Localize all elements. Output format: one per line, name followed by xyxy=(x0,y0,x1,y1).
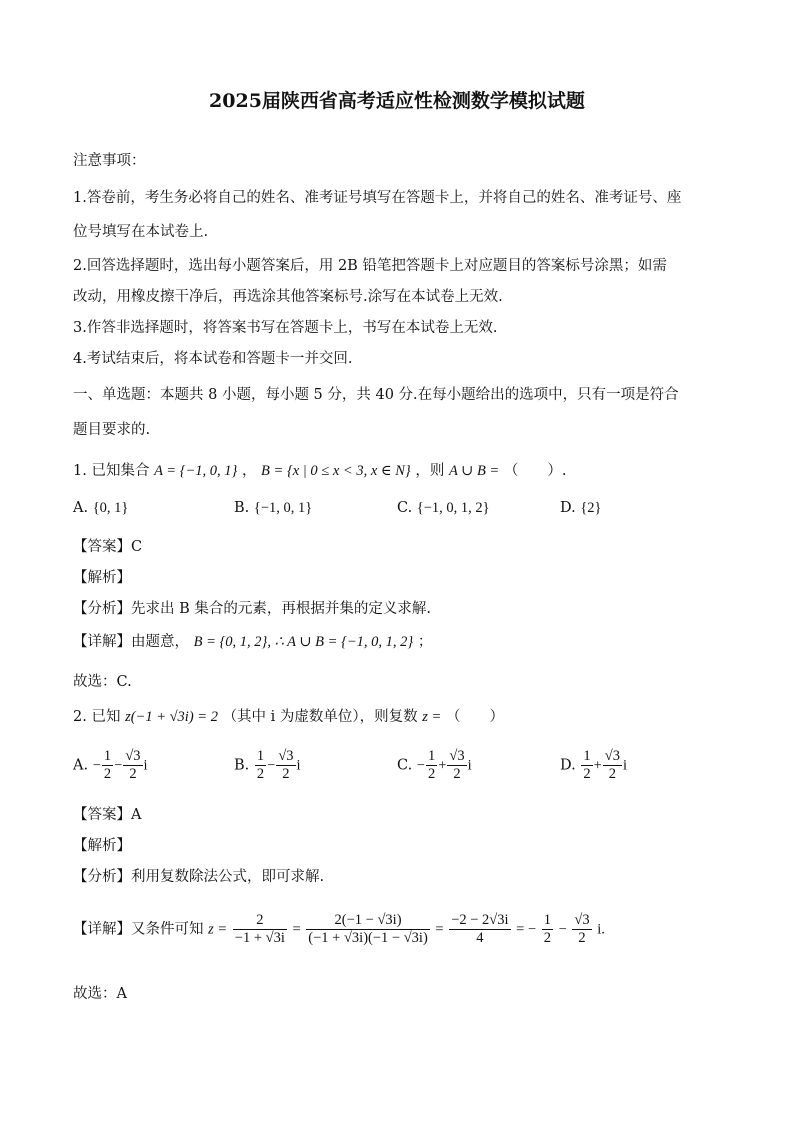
numerator: 1 xyxy=(256,748,265,764)
minus: − xyxy=(558,921,567,938)
denominator: 2 xyxy=(578,930,586,946)
q2-equation: z(−1 + √3i) = 2 xyxy=(125,709,218,725)
denominator: 2 xyxy=(608,766,616,782)
fraction xyxy=(276,748,295,783)
denominator: 2 xyxy=(427,766,436,782)
notice-item-3: 3.作答非选择题时，将答案书写在答题卡上，书写在本试卷上无效. xyxy=(73,320,498,336)
option-value: {−1, 0, 1, 2} xyxy=(416,500,490,516)
denominator: 4 xyxy=(476,930,484,946)
q1-comma: ， xyxy=(241,463,257,479)
fraction xyxy=(447,748,466,783)
q1-prefix: 1. 已知集合 xyxy=(73,463,150,479)
denominator: (−1 + √3i)(−1 − √3i) xyxy=(308,930,428,946)
option-label: A. xyxy=(73,500,89,516)
fraction xyxy=(581,748,592,783)
detail-fraction-2 xyxy=(306,912,430,947)
q2-prefix: 2. 已知 xyxy=(73,709,121,725)
option-label: B. xyxy=(234,500,250,516)
denominator: 2 xyxy=(583,766,591,782)
detail-math: B = {0, 1, 2}, ∴ A ∪ B = {−1, 0, 1, 2} xyxy=(193,634,414,650)
numerator: 1 xyxy=(583,748,591,764)
numerator: √3 xyxy=(604,748,620,764)
detail-fraction-3 xyxy=(449,912,510,947)
notice-heading: 注意事项： xyxy=(73,153,146,169)
q2-z: z = xyxy=(422,709,442,725)
q1-union-expr: A ∪ B = xyxy=(448,463,500,479)
imaginary-unit: i xyxy=(143,757,148,774)
fraction xyxy=(123,748,142,783)
numerator: −2 − 2√3i xyxy=(451,912,509,928)
fraction xyxy=(255,748,266,783)
numerator: √3 xyxy=(449,748,465,764)
q2-option-c xyxy=(397,748,472,783)
q1-fenxi: 【分析】先求出 B 集合的元素，再根据并集的定义求解. xyxy=(73,601,431,617)
q2-option-a xyxy=(73,748,148,783)
option-value: {−1, 0, 1} xyxy=(253,500,313,516)
q2-answer: 【答案】A xyxy=(73,807,142,823)
q1-set-b: B = {x | 0 ≤ x < 3, x ∈ N} xyxy=(261,463,411,479)
option-value: {2} xyxy=(580,500,602,516)
sign: + xyxy=(593,757,602,774)
q2-option-d xyxy=(560,748,627,783)
q2-fenxi: 【分析】利用复数除法公式，即可求解. xyxy=(73,869,325,885)
numerator: √3 xyxy=(125,748,141,764)
imaginary-unit: i. xyxy=(597,921,605,938)
option-label: A. xyxy=(73,757,89,774)
sign: − xyxy=(92,757,101,774)
section-heading-cont: 题目要求的. xyxy=(73,422,151,438)
denominator: 2 xyxy=(129,766,137,782)
fraction xyxy=(603,748,622,783)
numerator: 2(−1 − √3i) xyxy=(306,912,430,930)
denominator: 2 xyxy=(453,766,461,782)
q1-detail xyxy=(73,632,432,652)
notice-item-4: 4.考试结束后，将本试卷和答题卡一并交回. xyxy=(73,351,353,367)
detail-end: ； xyxy=(417,634,433,650)
numerator: 1 xyxy=(103,748,112,764)
notice-item-1-cont: 位号填写在本试卷上. xyxy=(73,224,209,240)
sign: − xyxy=(267,757,276,774)
denominator: 2 xyxy=(256,766,265,782)
detail-fraction-5 xyxy=(572,912,591,947)
fraction xyxy=(102,748,113,783)
notice-item-2-cont: 改动，用橡皮擦干净后，再选涂其他答案标号.涂写在本试卷上无效. xyxy=(73,289,503,305)
q2-option-b xyxy=(234,748,301,783)
option-label: D. xyxy=(560,500,576,516)
q1-choose: 故选：C. xyxy=(73,674,132,690)
sign: + xyxy=(438,757,447,774)
question-2-stem xyxy=(73,707,504,727)
q2-note: （其中 i 为虚数单位），则复数 xyxy=(222,709,418,725)
denominator: 2 xyxy=(282,766,290,782)
detail-label: 【详解】又条件可知 xyxy=(73,921,204,938)
detail-fraction-4 xyxy=(542,912,553,947)
q2-detail xyxy=(73,912,605,947)
numerator: √3 xyxy=(278,748,294,764)
equals: = xyxy=(292,921,301,938)
imaginary-unit: i xyxy=(467,757,472,774)
section-heading: 一、单选题：本题共 8 小题，每小题 5 分，共 40 分.在每小题给出的选项中，只有一项是符合 xyxy=(73,387,679,403)
detail-z: z = xyxy=(208,921,228,938)
detail-fraction-1 xyxy=(233,912,287,947)
numerator: √3 xyxy=(574,912,590,928)
option-label: C. xyxy=(397,757,413,774)
q2-choose: 故选：A xyxy=(73,986,127,1002)
q1-blank: （ ）. xyxy=(503,463,567,479)
notice-item-2: 2.回答选择题时，选出每小题答案后，用 2B 铅笔把答题卡上对应题目的答案标号涂黑；如需 xyxy=(73,258,667,274)
imaginary-unit: i xyxy=(622,757,628,774)
sign: − xyxy=(416,757,425,774)
equals: = xyxy=(435,921,444,938)
fraction xyxy=(426,748,437,783)
q1-answer: 【答案】C xyxy=(73,539,143,555)
q1-set-a: A = {−1, 0, 1} xyxy=(154,463,238,479)
denominator: −1 + √3i xyxy=(234,930,285,946)
option-label: B. xyxy=(234,757,250,774)
numerator: 1 xyxy=(427,748,436,764)
q1-option-b xyxy=(234,498,312,518)
equals: = − xyxy=(516,921,537,938)
question-1-stem xyxy=(73,461,566,481)
page-title: 2025届陕西省高考适应性检测数学模拟试题 xyxy=(209,90,585,112)
numerator: 2 xyxy=(233,912,287,930)
q1-option-d xyxy=(560,498,602,518)
q1-option-c xyxy=(397,498,490,518)
denominator: 2 xyxy=(103,766,112,782)
option-label: C. xyxy=(397,500,413,516)
sign: − xyxy=(114,757,123,774)
option-label: D. xyxy=(560,757,576,774)
numerator: 1 xyxy=(543,912,551,928)
denominator: 2 xyxy=(543,930,551,946)
notice-item-1: 1.答卷前，考生务必将自己的姓名、准考证号填写在答题卡上，并将自己的姓名、准考证号、座 xyxy=(73,190,682,206)
q2-blank: （ ） xyxy=(445,709,504,725)
q2-analysis: 【解析】 xyxy=(73,838,131,854)
imaginary-unit: i xyxy=(296,757,301,774)
q1-then: ，则 xyxy=(415,463,445,479)
detail-label: 【详解】由题意， xyxy=(73,634,189,650)
q1-option-a xyxy=(73,498,128,518)
q1-analysis: 【解析】 xyxy=(73,570,131,586)
option-value: {0, 1} xyxy=(92,500,129,516)
